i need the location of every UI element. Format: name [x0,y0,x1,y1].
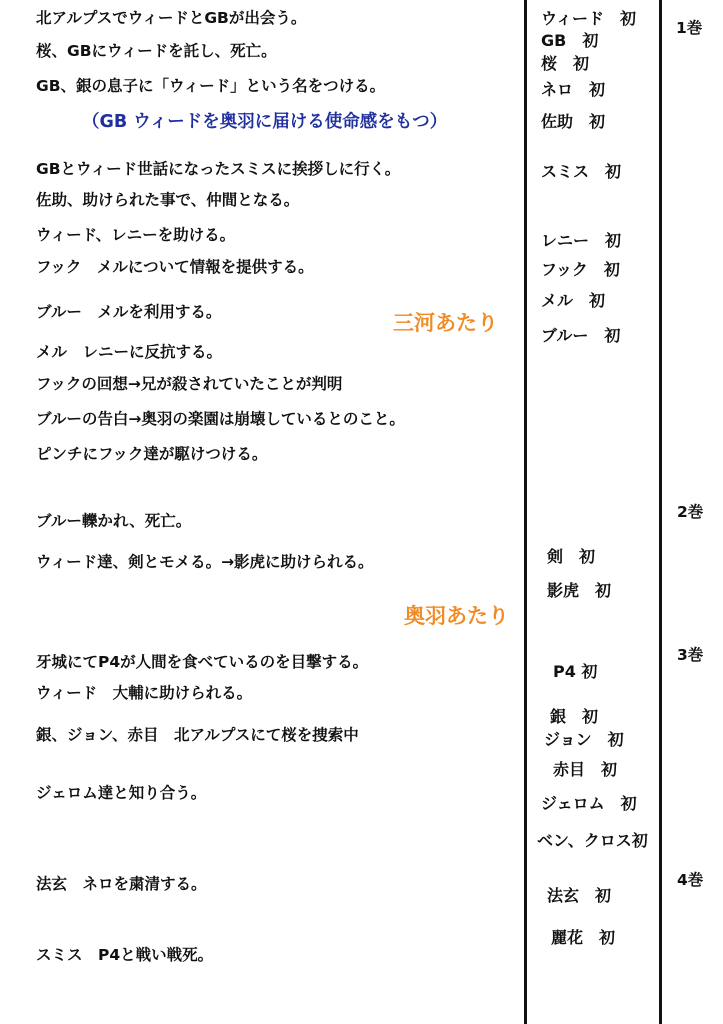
column-divider-right [659,0,662,1024]
event-line: スミス P4と戦い戦死。 [36,946,214,964]
event-line: GBとウィード世話になったスミスに挨拶しに行く。 [36,160,401,178]
event-line: 銀、ジョン、赤目 北アルプスにて桜を捜索中 [36,726,359,744]
event-line: ジェロム達と知り合う。 [36,784,207,802]
event-line: メル レニーに反抗する。 [36,343,223,361]
event-line: GB、銀の息子に「ウィード」という名をつける。 [36,77,386,95]
event-line: フックの回想→兄が殺されていたことが判明 [36,375,343,393]
character-debut: 麗花 初 [551,928,616,947]
event-line: ピンチにフック達が駆けつける。 [36,445,268,463]
character-debut: ジェロム 初 [541,794,637,813]
character-debut: 桜 初 [541,54,590,73]
column-divider-left [524,0,527,1024]
event-line: フック メルについて情報を提供する。 [36,258,314,276]
character-debut: ベン、クロス初 [537,831,648,850]
volume-label: 3巻 [677,646,704,664]
event-line: 法玄 ネロを粛清する。 [36,875,207,893]
event-line: ブルーの告白→奥羽の楽園は崩壊しているとのこと。 [36,410,405,428]
volume-label: 2巻 [677,503,704,521]
character-debut: P4 初 [553,662,598,681]
character-debut: 銀 初 [550,707,599,726]
character-debut: スミス 初 [541,162,622,181]
location-label: 奥羽あたり [404,604,509,628]
character-debut: フック 初 [541,260,620,279]
note-blue: （GB ウィードを奥羽に届ける使命感をもつ） [82,112,448,132]
event-line: 佐助、助けられた事で、仲間となる。 [36,191,300,209]
event-line: ブルー メルを利用する。 [36,303,222,321]
character-debut: ジョン 初 [544,730,624,749]
character-debut: 佐助 初 [541,112,606,131]
event-line: 桜、GBにウィードを託し、死亡。 [36,42,277,60]
character-debut: 法玄 初 [547,886,612,905]
volume-label: 1巻 [676,19,703,37]
character-debut: ネロ 初 [541,80,606,99]
event-line: ウィード 大輔に助けられる。 [36,684,253,702]
character-debut: 影虎 初 [547,581,612,600]
event-line: ウィード達、剣とモメる。→影虎に助けられる。 [36,553,374,571]
event-line: 北アルプスでウィードとGBが出会う。 [36,9,307,27]
character-debut: 剣 初 [547,547,596,566]
character-debut: 赤目 初 [553,760,618,779]
event-line: 牙城にてP4が人間を食べているのを目撃する。 [36,653,369,671]
event-line: ウィード、レニーを助ける。 [36,226,236,244]
character-debut: ウィード 初 [541,9,637,28]
location-label: 三河あたり [393,311,498,335]
event-line: ブルー轢かれ、死亡。 [36,512,192,530]
character-debut: ブルー 初 [541,326,621,345]
character-debut: メル 初 [541,291,606,310]
character-debut: GB 初 [541,31,599,50]
character-debut: レニー 初 [541,231,622,250]
volume-label: 4巻 [677,871,704,889]
